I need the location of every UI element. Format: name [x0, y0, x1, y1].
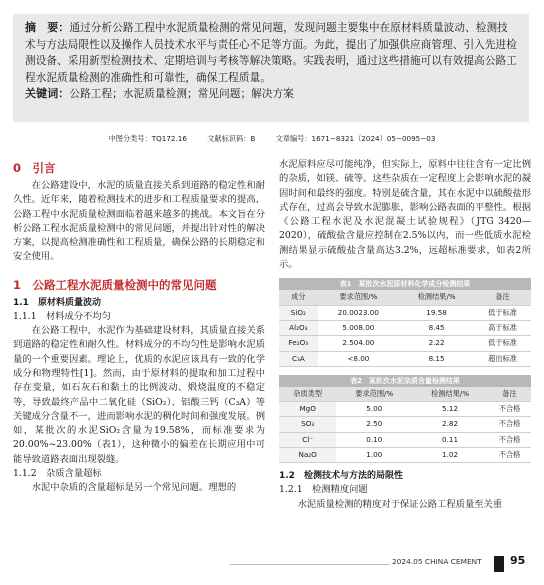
table-cell: 1.02	[412, 448, 488, 463]
table-cell: Cl⁻	[279, 432, 336, 447]
section-1-heading: 1 公路工程水泥质量检测中的常见问题	[13, 277, 217, 292]
table-row	[279, 336, 531, 351]
table-1-title: 表1 某批次水泥原材料化学成分检测结果	[279, 278, 531, 290]
table-cell: SiO₂	[279, 305, 318, 320]
section-1-2-1-paragraph: 水泥质量检测的精度对于保证公路工程质量至关重	[297, 498, 503, 510]
table-cell: 0.10	[336, 432, 412, 447]
table-header-cell: 要求范围/%	[318, 290, 399, 305]
page-number: 95	[510, 554, 526, 567]
table-cell: 5.12	[412, 402, 488, 417]
continued-paragraph: 水泥原料应尽可能纯净，但实际上，原料中往往含有一定比例的杂质，如镁、硫等。这些杂质在一定程度上会影响水泥的凝固时间和最终的强度。特别是硫含量，其在水泥中以硫酸盐形式存在，过高会导致水泥膨胀，影响公路表面的平整性。根据《公路工程水泥及水泥混凝土试验规程》（JTG 3420—2020），硫酸盐含量应控制在2.5%以内，而一些低质水泥检测结果显示硫酸盐含量高达3.2%，远超标准要求，如表2所示。	[279, 159, 531, 271]
table-cell: 5.00	[336, 402, 412, 417]
table-cell: Na₂O	[279, 448, 336, 463]
table-header-cell: 备注	[474, 290, 531, 305]
table-cell: 低于标准	[474, 305, 531, 320]
table-header-cell: 成分	[279, 290, 318, 305]
table-cell: 低于标准	[474, 336, 531, 351]
article-number: 文章编号：1671−8321（2024）05−0095−03	[275, 134, 436, 143]
abstract-text: 通过分析公路工程中水泥质量检测的常见问题，发现问题主要集中在原材料质量波动、检测技术与方法局限性以及操作人员技术水平与责任心不足等方面。为此，提出了加强供应商管理、引入先进检测设备、采用新型检测技术、定期培训与考核等解决策略。实践表明，通过这些措施可以有效提高公路工程水泥质量检测的准确性和可靠性，确保工程质量。	[25, 22, 517, 84]
table-cell: 不合格	[488, 417, 531, 432]
table-row	[279, 305, 531, 320]
classification-line	[0, 134, 544, 144]
journal-issue: 2024.05 CHINA CEMENT	[392, 557, 482, 566]
table-row	[279, 320, 531, 335]
table-cell: 8.45	[399, 320, 474, 335]
table-cell: 5.008.00	[318, 320, 399, 335]
table-cell: 高于标准	[474, 320, 531, 335]
table-cell: 不合格	[488, 448, 531, 463]
table-2	[279, 387, 531, 463]
section-1-2-1-heading: 1.2.1 检测精度问题	[279, 484, 368, 496]
table-header-cell: 要求范围/%	[336, 387, 412, 402]
table-cell: MgO	[279, 402, 336, 417]
table-cell: Al₂O₃	[279, 320, 318, 335]
table-cell: 2.504.00	[318, 336, 399, 351]
page-footer	[0, 556, 544, 572]
table-cell: 1.00	[336, 448, 412, 463]
abstract-label: 摘 要：	[25, 21, 70, 34]
table-cell: 0.11	[412, 432, 488, 447]
keywords-text: 公路工程；水泥质量检测；常见问题；解决方案	[69, 88, 294, 101]
keywords-line	[25, 86, 517, 103]
section-1-1-2-heading: 1.1.2 杂质含量超标	[13, 468, 102, 480]
footer-marker	[494, 556, 504, 572]
table-cell: 19.58	[399, 305, 474, 320]
table-2-title: 表2 某批次水泥杂质含量检测结果	[279, 375, 531, 387]
section-1-1-2-paragraph: 水泥中杂质的含量超标是另一个常见问题。理想的	[31, 482, 237, 494]
document-code: 文献标识码：B	[207, 134, 256, 143]
table-cell: C₃A	[279, 351, 318, 366]
abstract-box	[13, 14, 529, 122]
table-cell: 不合格	[488, 402, 531, 417]
table-cell: 2.82	[412, 417, 488, 432]
section-1-1-1-paragraph: 在公路工程中，水泥作为基础建设材料，其质量直接关系到道路的稳定性和耐久性。材料成分的不均匀性是影响水泥质量的一个重要因素。理论上，优质的水泥应该具有一致的化学成分和物理特性[1]。然而，由于原材料的提取和加工过程中存在变量，如石灰石和黏土的比例波动、煅烧温度的不稳定等，导致最终产品中二氧化硅（SiO₂）、铝酸三钙（C₃A）等关键成分含量不一，进而影响水泥的稠化时间和强度发展。例如，某批次的水泥SiO₂含量为19.58%，而标准要求为20.00%~23.00%（表1），这种微小的偏差在长期应用中可能导致道路表面出现裂缝。	[13, 325, 265, 465]
table-row	[279, 432, 531, 447]
table-cell: SO₃	[279, 417, 336, 432]
table-cell: 8.15	[399, 351, 474, 366]
abstract-paragraph	[25, 20, 517, 86]
section-0-heading: 0 引言	[13, 161, 56, 175]
table-1-header-row	[279, 290, 531, 305]
table-header-cell: 检测结果/%	[399, 290, 474, 305]
table-cell: <8.00	[318, 351, 399, 366]
table-row	[279, 448, 531, 463]
table-cell: 2.50	[336, 417, 412, 432]
keywords-label: 关键词：	[25, 87, 70, 101]
table-row	[279, 402, 531, 417]
table-1	[279, 290, 531, 366]
right-column	[279, 158, 531, 512]
section-1-1-1-heading: 1.1.1 材料成分不均匀	[13, 310, 112, 322]
table-header-cell: 检测结果/%	[412, 387, 488, 402]
table-cell: 2.22	[399, 336, 474, 351]
table-header-cell: 备注	[488, 387, 531, 402]
table-cell: 超出标准	[474, 351, 531, 366]
table-cell: 20.0023.00	[318, 305, 399, 320]
table-row	[279, 351, 531, 366]
table-header-cell: 杂质类型	[279, 387, 336, 402]
intro-paragraph: 在公路建设中，水泥的质量直接关系到道路的稳定性和耐久性。近年来，随着检测技术的进步和工程质量要求的提高，公路工程中水泥质量检测面临着越来越多的挑战。本文旨在分析公路工程水泥质量检测中的常见问题，并提出针对性的解决方案，以提高检测准确性和工程质量，确保公路的长期稳定和安全使用。	[13, 180, 265, 263]
footer-rule	[230, 564, 390, 565]
table-row	[279, 417, 531, 432]
section-1-1-heading: 1.1 原材料质量波动	[13, 297, 101, 308]
table-cell: 不合格	[488, 432, 531, 447]
table-cell: Fe₂O₃	[279, 336, 318, 351]
left-column	[13, 158, 265, 496]
table-2-header-row	[279, 387, 531, 402]
clc-number: 中图分类号：TQ172.16	[108, 134, 187, 143]
section-1-2-heading: 1.2 检测技术与方法的局限性	[279, 471, 403, 482]
